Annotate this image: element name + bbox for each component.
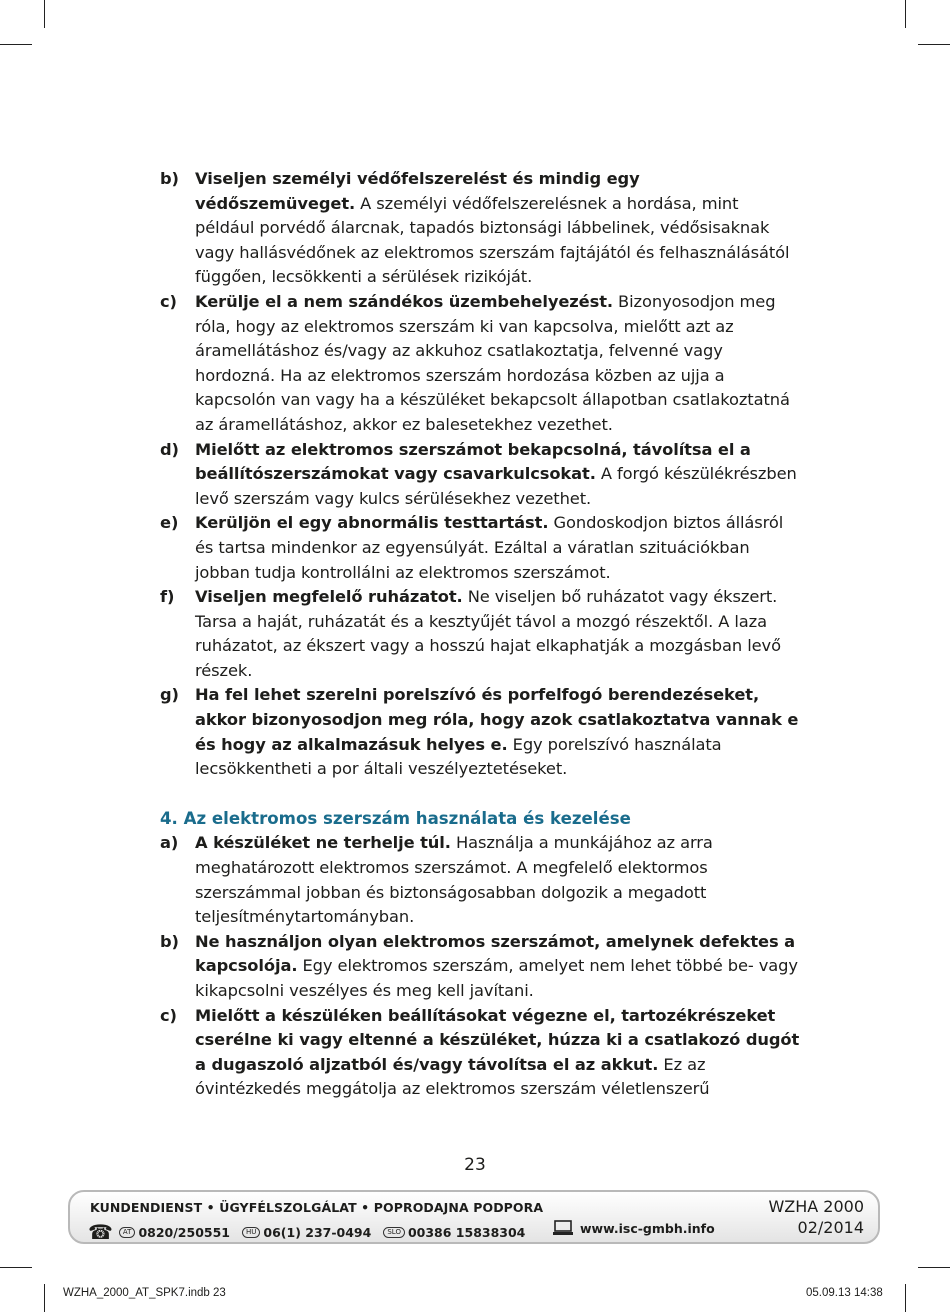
page-content xyxy=(160,167,800,1102)
model-date: 02/2014 xyxy=(797,1218,864,1237)
crop-mark xyxy=(0,1267,32,1268)
crop-mark xyxy=(918,44,950,45)
item-letter: c) xyxy=(160,291,177,311)
telephone-icon: ☎ xyxy=(88,1220,113,1244)
item-letter: b) xyxy=(160,169,179,188)
section-heading: 4. Az elektromos szerszám használata és kezelése xyxy=(160,808,631,828)
item-letter: g) xyxy=(160,685,179,705)
item-bold-text: Ne használjon olyan elektromos szerszámot, amelynek defektes a kapcsolója. xyxy=(195,931,796,976)
phone-row xyxy=(88,1220,537,1244)
safety-list xyxy=(160,167,800,782)
crop-mark xyxy=(905,1284,906,1312)
service-footer xyxy=(68,1190,880,1244)
item-text: Egy elektromos szerszám, amelyet nem lehet többé be- vagy kikapcsolni veszélyes és meg kell javítani. xyxy=(195,956,798,1000)
service-title: KUNDENDIENST • ÜGYFÉLSZOLGÁLAT • POPRODAJNA PODPORA xyxy=(90,1200,544,1215)
list-item xyxy=(160,511,800,585)
item-bold-text: Viseljen személyi védőfelszerelést és mindig egy védőszemüveget. xyxy=(195,169,640,213)
slug-timestamp: 05.09.13 14:38 xyxy=(806,1287,883,1299)
country-badge-at: AT xyxy=(119,1227,136,1238)
item-letter: e) xyxy=(160,513,179,533)
country-badge-hu: HU xyxy=(242,1227,260,1238)
website-link[interactable]: www.isc-gmbh.info xyxy=(580,1220,715,1236)
list-item xyxy=(160,930,800,1004)
item-text: A forgó készülékrészben levő szerszám vagy kulcs sérülésekhez vezethet. xyxy=(195,464,797,508)
item-letter: f) xyxy=(160,587,175,607)
model-info xyxy=(768,1196,864,1238)
crop-mark xyxy=(0,44,32,45)
list-item xyxy=(160,167,800,290)
phone-number-hu: 06(1) 237-0494 xyxy=(263,1224,372,1240)
item-letter: b) xyxy=(160,931,179,951)
item-bold-text: Mielőtt az elektromos szerszámot bekapcsolná, távolítsa el a beállítószerszámokat vagy csavarkulcsokat. xyxy=(195,439,751,484)
crop-mark xyxy=(918,1267,950,1268)
item-text: Ne viseljen bő ruházatot vagy ékszert. Tarsa a haját, ruházatát és a kesztyűjét távol a mozgó részektől. A laza ruházatot, az ékszert vagy a hosszú hajat elkaphatják a mozgásban levő részek. xyxy=(195,587,781,680)
website-row xyxy=(552,1220,715,1236)
item-bold-text: Kerüljön el egy abnormális testtartást. xyxy=(195,513,549,533)
crop-mark xyxy=(44,1284,45,1312)
item-bold-text: Viseljen megfelelő ruházatot. xyxy=(195,587,463,607)
model-name: WZHA 2000 xyxy=(768,1197,864,1216)
item-text: Gondoskodjon biztos állásról és tartsa mindenkor az egyensúlyát. Ezáltal a váratlan szituációkban jobban tudja kontrollálni az elektromos szerszámot. xyxy=(195,513,784,582)
list-item xyxy=(160,290,800,438)
crop-mark xyxy=(44,0,45,28)
item-letter: d) xyxy=(160,439,179,459)
item-text: Ez az óvintézkedés meggátolja az elektromos szerszám véletlenszerű xyxy=(195,1054,710,1099)
crop-mark xyxy=(905,0,906,28)
page-number: 23 xyxy=(464,1155,486,1175)
country-badge-slo: SLO xyxy=(383,1227,405,1238)
phone-number-at: 0820/250551 xyxy=(138,1224,230,1240)
item-text: A személyi védőfelszerelésnek a hordása, mint például porvédő álarcnak, tapadós biztonsági lábbelinek, védősisaknak vagy hallásvédőnek az elektromos szerszám fajtájától és felhasználásától függően, lecsökkenti a sérülések rizikóját. xyxy=(195,193,790,287)
item-text: Használja a munkájához az arra meghatározott elektromos szerszámot. A megfelelő elektormos szerszámmal jobban és biztonságosabban dolgozik a megadott teljesítménytartományban. xyxy=(195,833,713,927)
list-item xyxy=(160,831,800,929)
item-text: Egy porelszívó használata lecsökkentheti a por általi veszélyeztetéseket. xyxy=(195,734,722,779)
item-letter: c) xyxy=(160,1005,177,1025)
list-item xyxy=(160,1004,800,1102)
list-item xyxy=(160,438,800,512)
section4-list xyxy=(160,831,800,1102)
item-text: Bizonyosodjon meg róla, hogy az elektromos szerszám ki van kapcsolva, mielőtt azt az áramellátáshoz és/vagy az akkuhoz csatlakoztatja, felvenné vagy hordozná. Ha az elektromos szerszám hordozása közben az ujja a kapcsolón van vagy ha a készüléket bekapcsolt állapotban csatlakoztatná az áramellátáshoz, akkor ez balesetekhez vezethet. xyxy=(195,291,790,434)
list-item xyxy=(160,683,800,781)
list-item xyxy=(160,585,800,683)
item-bold-text: Kerülje el a nem szándékos üzembehelyezést. xyxy=(195,291,613,311)
item-bold-text: Ha fel lehet szerelni porelszívó és porfelfogó berendezéseket, akkor bizonyosodjon meg róla, hogy azok csatlakoztatva vannak e és hogy az alkalmazásuk helyes e. xyxy=(195,685,799,754)
computer-icon xyxy=(552,1220,574,1236)
item-letter: a) xyxy=(160,833,179,853)
slug-file: WZHA_2000_AT_SPK7.indb 23 xyxy=(63,1287,226,1299)
item-bold-text: A készüléket ne terhelje túl. xyxy=(195,833,451,853)
item-bold-text: Mielőtt a készüléken beállításokat végezne el, tartozékrészeket cserélne ki vagy eltenné a készüléket, húzza ki a csatlakozó dugót a dugaszoló aljzatból és/vagy távolítsa el az akkut. xyxy=(195,1005,800,1074)
phone-number-slo: 00386 15838304 xyxy=(407,1224,526,1240)
